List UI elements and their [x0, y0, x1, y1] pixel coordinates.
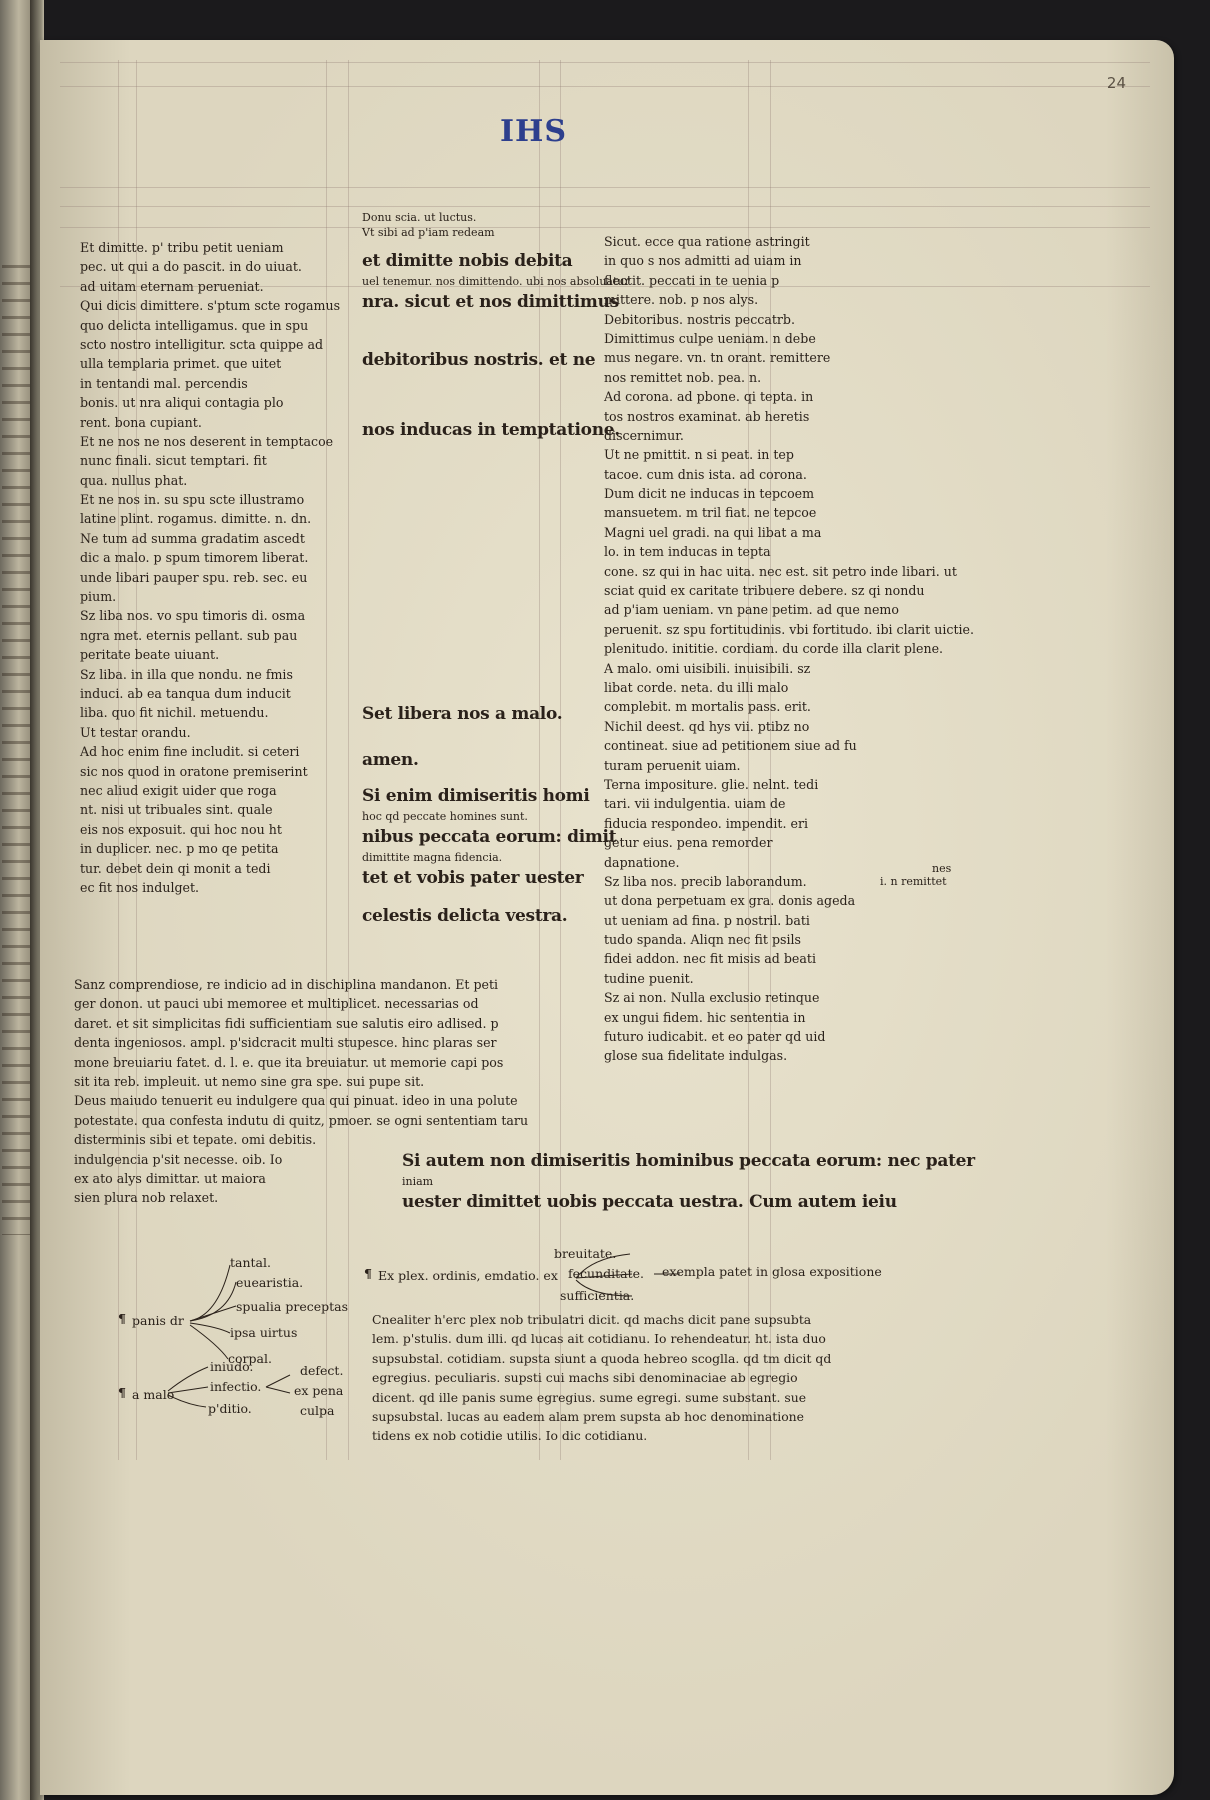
gloss-line: denta ingeniosos. ampl. p'sidcracit multi stupesce. hinc plaras ser [74, 1035, 497, 1051]
gloss-line: ut ueniam ad fina. p nostril. bati [604, 912, 810, 928]
gloss-line: tari. vii indulgentia. uiam de [604, 796, 786, 812]
diagram-branch: sufficientia. [560, 1288, 635, 1303]
diagram-branch: euearistia. [236, 1275, 304, 1290]
ruling-line [60, 62, 1150, 63]
gloss-line: disterminis sibi et tepate. omi debitis. [74, 1132, 317, 1148]
gloss-line: dic a malo. p spum timorem liberat. [80, 550, 309, 566]
gloss-line: nunc finali. sicut temptari. fit [80, 453, 267, 469]
spacer [362, 315, 620, 347]
margin-annotation-line: i. n remittet [880, 875, 947, 888]
interlinear-gloss: uel tenemur. nos dimittendo. ubi nos absoluatur [362, 275, 630, 288]
gloss-line: peruenit. sz spu fortitudinis. vbi fortitudo. ibi clarit uictie. [604, 621, 974, 637]
gloss-line: mansuetem. m tril fiat. ne tepcoe [604, 505, 817, 521]
diagram-branch: defect. [300, 1363, 344, 1378]
gloss-line: Magni uel gradi. na qui libat a ma [604, 524, 822, 540]
gloss-line: unde libari pauper spu. reb. sec. eu [80, 569, 308, 585]
gloss-line: sic nos quod in oratone premiserint [80, 763, 308, 779]
gloss-line: complebit. m mortalis pass. erit. [604, 699, 811, 715]
main-text-line: amen. [362, 750, 419, 770]
gloss-line: rent. bona cupiant. [80, 414, 202, 430]
gloss-line: pium. [80, 589, 117, 605]
gloss-line: indulgencia p'sit necesse. oib. Io [74, 1151, 283, 1167]
diagram-branch: tantal. [230, 1255, 271, 1270]
main-text-line: debitoribus nostris. et ne [362, 350, 596, 370]
gloss-line: sit ita reb. impleuit. ut nemo sine gra spe. sui pupe sit. [74, 1073, 425, 1089]
main-text-continuation [402, 1148, 975, 1215]
gloss-line: turam peruenit uiam. [604, 757, 741, 773]
gloss-line: ex ungui fidem. hic sententia in [604, 1009, 806, 1025]
gloss-line: daret. et sit simplicitas fidi sufficientiam sue salutis eiro adlised. p [74, 1015, 499, 1031]
gloss-line: ad p'iam ueniam. vn pane petim. ad que nemo [604, 602, 899, 618]
gloss-line: Nichil deest. qd hys vii. ptibz no [604, 718, 810, 734]
facing-page-edge [0, 0, 34, 1800]
diagram-branch: fecunditate. [568, 1266, 644, 1281]
gloss-line: in duplicer. nec. p mo qe petita [80, 841, 279, 857]
main-text-line: Set libera nos a malo. [362, 704, 563, 724]
margin-annotation [880, 862, 951, 888]
interlinear-gloss: iniam [402, 1175, 434, 1188]
gloss-line: induci. ab ea tanqua dum inducit [80, 685, 291, 701]
tree-diagram-explex [364, 1244, 924, 1304]
gloss-line: bonis. ut nra aliqui contagia plo [80, 395, 284, 411]
gloss-line: Terna impositure. glie. nelnt. tedi [604, 776, 819, 792]
interlinear-gloss: hoc qd peccate homines sunt. [362, 810, 528, 823]
spacer [362, 727, 620, 747]
pilcrow-icon: ¶ [118, 1311, 126, 1326]
gloss-line: potestate. qua confesta indutu di quitz, pmoer. se ogni sententiam taru [74, 1112, 529, 1128]
bottom-gloss-paragraph [372, 1310, 932, 1446]
diagram-root: Ex plex. ordinis, emdatio. ex [378, 1268, 558, 1283]
gloss-line: quo delicta intelligamus. que in spu [80, 317, 309, 333]
spacer [362, 240, 620, 248]
gloss-line: Dum dicit ne inducas in tepcoem [604, 486, 815, 502]
gloss-line: glose sua fidelitate indulgas. [604, 1048, 788, 1064]
gloss-line: latine plint. rogamus. dimitte. n. dn. [80, 511, 312, 527]
gloss-line: Ad hoc enim fine includit. si ceteri [80, 744, 300, 760]
main-text-line: celestis delicta vestra. [362, 906, 568, 926]
gloss-line: nos remittet nob. pea. n. [604, 369, 762, 385]
gloss-line: mus negare. vn. tn orant. remittere [604, 350, 831, 366]
interlinear-gloss: dimittite magna fidencia. [362, 851, 503, 864]
gloss-line: in quo s nos admitti ad uiam in [604, 253, 802, 269]
gloss-line: tidens ex nob cotidie utilis. Io dic cotidianu. [372, 1428, 648, 1444]
gloss-line: libat corde. neta. du illi malo [604, 679, 789, 695]
gloss-line: cone. sz qui in hac uita. nec est. sit petro inde libari. ut [604, 563, 957, 579]
gloss-line: egregius. peculiaris. supsti cui machs sibi denominaciae ab egregio [372, 1370, 798, 1386]
gloss-line: eis nos exposuit. qui hoc nou ht [80, 821, 282, 837]
gloss-line: ad uitam eternam perueniat. [80, 278, 264, 294]
pilcrow-icon: ¶ [364, 1266, 372, 1281]
ruling-line [60, 206, 1150, 207]
gloss-line: nec aliud exigit uider que roga [80, 782, 277, 798]
spacer [362, 891, 620, 903]
gloss-line: Sz liba nos. vo spu timoris di. osma [80, 608, 306, 624]
gloss-line: tur. debet dein qi monit a tedi [80, 860, 271, 876]
gloss-line: futuro iudicabit. et eo pater qd uid [604, 1029, 826, 1045]
folio-number: 24 [1106, 74, 1126, 92]
spacer [362, 773, 620, 783]
gloss-line: getur eius. pena remorder [604, 835, 773, 851]
main-text-line: nibus peccata eorum: dimit [362, 827, 617, 847]
gloss-line: Sz ai non. Nulla exclusio retinque [604, 990, 820, 1006]
gloss-line: A malo. omi uisibili. inuisibili. sz [604, 660, 811, 676]
gloss-line: lo. in tem inducas in tepta [604, 544, 771, 560]
gloss-line: tudine puenit. [604, 970, 694, 986]
gloss-line: Ad corona. ad pbone. qi tepta. in [604, 389, 814, 405]
gloss-line: mittere. nob. p nos alys. [604, 292, 759, 308]
diagram-branch: corpal. [228, 1351, 272, 1366]
diagram-branch: p'ditio. [208, 1401, 252, 1416]
main-text-line: uester dimittet uobis peccata uestra. Cum autem ieiu [402, 1192, 897, 1212]
gloss-line: Ut testar orandu. [80, 724, 191, 740]
spacer [362, 373, 620, 417]
gloss-line: flectit. peccati in te uenia p [604, 272, 780, 288]
gloss-line: plenitudo. inititie. cordiam. du corde illa clarit plene. [604, 641, 944, 657]
gloss-line: peritate beate uiuant. [80, 647, 220, 663]
gloss-line: Sz liba. in illa que nondu. ne fmis [80, 666, 293, 682]
gloss-line: ulla templaria primet. que uitet [80, 356, 282, 372]
ruling-line [60, 187, 1150, 188]
gloss-line: ec fit nos indulget. [80, 879, 200, 895]
gloss-line: sien plura nob relaxet. [74, 1190, 219, 1206]
ruling-line [60, 86, 1150, 87]
spacer [362, 443, 620, 701]
gloss-line: supsubstal. cotidiam. supsta siunt a quoda hebreo scoglla. qd tm dicit qd [372, 1350, 832, 1366]
gloss-line: Et ne nos ne nos deserent in temptacoe [80, 433, 334, 449]
main-text-line: nra. sicut et nos dimittimus [362, 292, 619, 312]
main-text-line: Vt sibi ad p'iam redeam [362, 226, 495, 239]
gloss-line: ger donon. ut pauci ubi memoree et multiplicet. necessarias od [74, 996, 479, 1012]
gloss-line: Qui dicis dimittere. s'ptum scte rogamus [80, 298, 341, 314]
diagram-branch: culpa [300, 1403, 335, 1418]
gloss-line: nt. nisi ut tribuales sint. quale [80, 802, 273, 818]
diagram-branch: infectio. [210, 1379, 262, 1394]
gloss-line: mone breuiariu fatet. d. l. e. que ita breuiatur. ut memorie capi pos [74, 1054, 504, 1070]
gloss-line: Et ne nos in. su spu scte illustramo [80, 492, 305, 508]
gloss-line: Sicut. ecce qua ratione astringit [604, 234, 810, 249]
gloss-line: ex ato alys dimittar. ut maiora [74, 1170, 266, 1186]
diagram-branch: iniudo. [210, 1359, 254, 1374]
main-text-line: Si autem non dimiseritis hominibus peccata eorum: nec pater [402, 1151, 975, 1171]
gloss-line: tos nostros examinat. ab heretis [604, 408, 810, 424]
main-text-line: Donu scia. ut luctus. [362, 211, 477, 224]
header-monogram: IHS [500, 114, 568, 149]
gloss-line: fiducia respondeo. impendit. eri [604, 815, 808, 831]
gloss-line: pec. ut qui a do pascit. in do uiuat. [80, 259, 302, 275]
facing-page-text-lines [2, 265, 30, 1235]
diagram-root: a malo [132, 1387, 175, 1402]
diagram-branch: spualia preceptas [236, 1299, 349, 1314]
gloss-line: Sanz comprendiose, re indicio ad in dischiplina mandanon. Et peti [74, 977, 499, 992]
margin-annotation-line: nes [932, 862, 952, 875]
diagram-branch: ex pena [294, 1383, 344, 1398]
diagram-branch: exempla patet in glosa expositione [662, 1264, 882, 1279]
diagram-root: panis dr [132, 1313, 184, 1328]
main-text-line: nos inducas in temptatione. [362, 420, 620, 440]
tree-diagram-panis [118, 1245, 368, 1425]
gloss-line: discernimur. [604, 427, 684, 443]
diagram-branch: breuitate. [554, 1246, 617, 1261]
gloss-line: qua. nullus phat. [80, 472, 188, 488]
gloss-line: supsubstal. lucas au eadem alam prem supsta ab hoc denominatione [372, 1408, 804, 1424]
main-text-line: Si enim dimiseritis homi [362, 786, 590, 806]
gloss-line: ngra met. eternis pellant. sub pau [80, 627, 298, 643]
main-text-line: tet et vobis pater uester [362, 868, 584, 888]
left-gloss-column [80, 238, 352, 897]
gloss-line: tudo spanda. Aliqn nec fit psils [604, 932, 801, 948]
gloss-line: lem. p'stulis. dum illi. qd lucas ait cotidianu. Io rehendeatur. ht. ista duo [372, 1331, 826, 1347]
gloss-line: scto nostro intelligitur. scta quippe ad [80, 336, 324, 352]
main-text-line: et dimitte nobis debita [362, 251, 573, 271]
gloss-line: Ut ne pmittit. n si peat. in tep [604, 447, 794, 463]
main-text-column [362, 210, 630, 929]
pilcrow-icon: ¶ [118, 1385, 126, 1400]
gloss-line: Deus maiudo tenuerit eu indulgere qua qui pinuat. ideo in una polute [74, 1093, 518, 1109]
gloss-line: tacoe. cum dnis ista. ad corona. [604, 466, 807, 482]
gloss-line: fidei addon. nec fit misis ad beati [604, 951, 816, 967]
gloss-line: contineat. siue ad petitionem siue ad fu [604, 738, 857, 754]
gloss-line: dapnatione. [604, 854, 680, 870]
gloss-line: Et dimitte. p' tribu petit ueniam [80, 240, 284, 255]
gloss-line: Ne tum ad summa gradatim ascedt [80, 530, 305, 546]
gloss-line: Debitoribus. nostris peccatrb. [604, 311, 795, 327]
gloss-line: sciat quid ex caritate tribuere debere. sz qi nondu [604, 583, 925, 599]
gloss-line: Sz liba nos. precib laborandum. [604, 873, 807, 889]
gloss-line: in tentandi mal. percendis [80, 375, 248, 391]
gloss-line: dicent. qd ille panis sume egregius. sume egregi. sume substant. sue [372, 1389, 807, 1405]
gloss-line: ut dona perpetuam ex gra. donis ageda [604, 893, 856, 909]
gloss-line: liba. quo fit nichil. metuendu. [80, 705, 269, 721]
diagram-branch: ipsa uirtus [230, 1325, 298, 1340]
gloss-line: Dimittimus culpe ueniam. n debe [604, 330, 816, 346]
gloss-line: Cnealiter h'erc plex nob tribulatri dicit. qd machs dicit pane supsubta [372, 1312, 812, 1327]
